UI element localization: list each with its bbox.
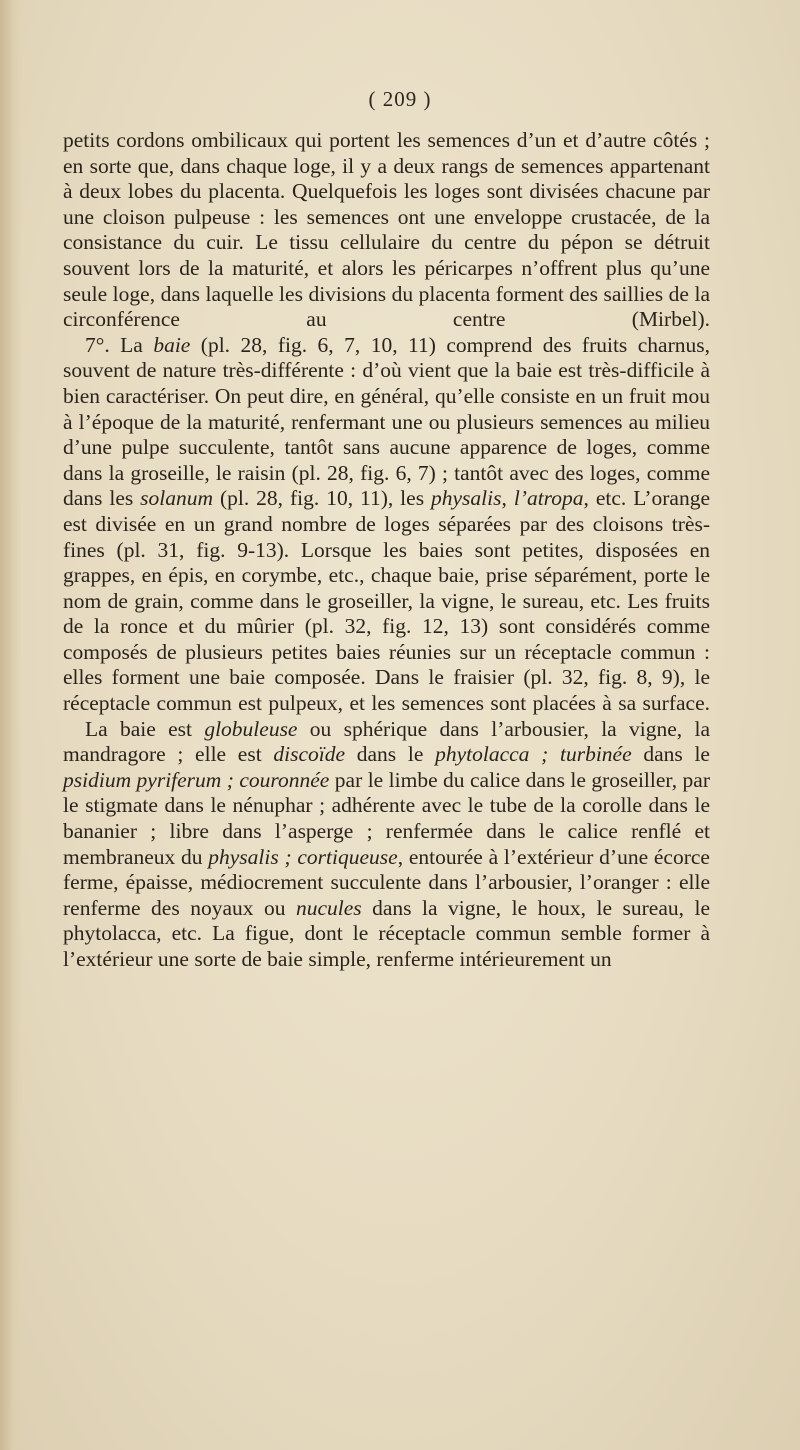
italic-term: nucules [295,895,362,920]
paragraph-pepon-continued [63,128,710,333]
text-run: 7°. La [85,332,154,357]
text-run: , entourée à l’extérieur d’une écorce ferme, épaisse, médiocrement succulente dans l’arbousier, l’oranger : elle renferme des noyaux ou [63,844,710,920]
italic-term: solanum [140,486,214,511]
text-run: (pl. 28, fig. 6, 7, 10, 11) comprend des fruits charnus, souvent de nature très-différente : d’où vient que la baie est très-difficile à bien caractériser. On peut dire, en général, qu’elle consiste en un fruit mou à l’époque de la maturité, renfermant une ou plusieurs semences au milieu d’une pulpe succulente, tantôt sans aucune apparence de loges, comme dans la groseille, le raisin (pl. 28, fig. 6, 7) ; tantôt avec des loges, comme dans les [63,332,710,511]
italic-term: baie [153,332,191,357]
text-run: dans le [631,742,710,767]
text-run: (pl. 28, fig. 10, 11), les [213,486,432,511]
italic-term: discoïde [273,742,346,767]
text-run: , etc. L’orange est divisée en un grand nombre de loges séparées par des cloisons très-fines (pl. 31, fig. 9-13). Lorsque les baies sont petites, disposées en grappes, en épis, en corymbe, etc., chaque baie, prise séparément, porte le nom de grain, comme dans le groseiller, la vigne, le sureau, etc. Les fruits de la ronce et du mûrier (pl. 32, fig. 12, 13) sont considérés comme composés de plusieurs petites baies réunies sur un réceptacle commun : elles forment une baie composée. Dans le fraisier (pl. 32, fig. 8, 9), le réceptacle commun est pulpeux, et les semences sont placées à sa surface. [63,486,711,716]
italic-term: physalis [431,486,502,511]
paragraph-baie-definition [63,333,710,717]
italic-term: physalis ; cortiqueuse [208,844,398,869]
italic-term: psidium pyriferum ; couronnée [63,767,330,792]
text-run: petits cordons ombilicaux qui portent les semences d’un et d’autre côtés ; en sorte que, dans chaque loge, il y a deux rangs de semences appartenant à deux lobes du placenta. Quelquefois les loges sont divisées chacune par une cloison pulpeuse : les semences ont une enveloppe crustacée, de la consistance du cuir. Le tissu cellulaire du centre du pépon se détruit souvent lors de la maturité, et alors les péricarpes n’offrent plus qu’une seule loge, dans laquelle les divisions du placenta forment des saillies de la circonférence au centre (Mirbel). [63,128,710,332]
italic-term: globuleuse [204,716,298,741]
body-text [63,128,710,973]
paragraph-baie-shapes [63,717,710,973]
page-gutter-shadow [0,0,22,1450]
italic-term: phytolacca ; turbinée [435,742,632,767]
page-number: ( 209 ) [368,87,432,111]
text-run: La baie est [85,716,205,741]
text-run: dans le [345,742,436,767]
text-run: par le limbe du calice dans le groseiller, par le stigmate dans le nénuphar ; adhérente avec le tube de la corolle dans le bananier ; libre dans l’asperge ; renfermée dans le calice renflé et membraneux du [63,767,710,869]
text-run: , [501,486,514,511]
italic-term: l’atropa [513,486,584,511]
text-run: ou sphérique dans l’arbousier, la vigne, la mandragore ; elle est [63,716,711,767]
text-run: dans la vigne, le houx, le sureau, le phytolacca, etc. La figue, dont le réceptacle commun semble former à l’extérieur une sorte de baie simple, renferme intérieurement un [63,895,710,971]
